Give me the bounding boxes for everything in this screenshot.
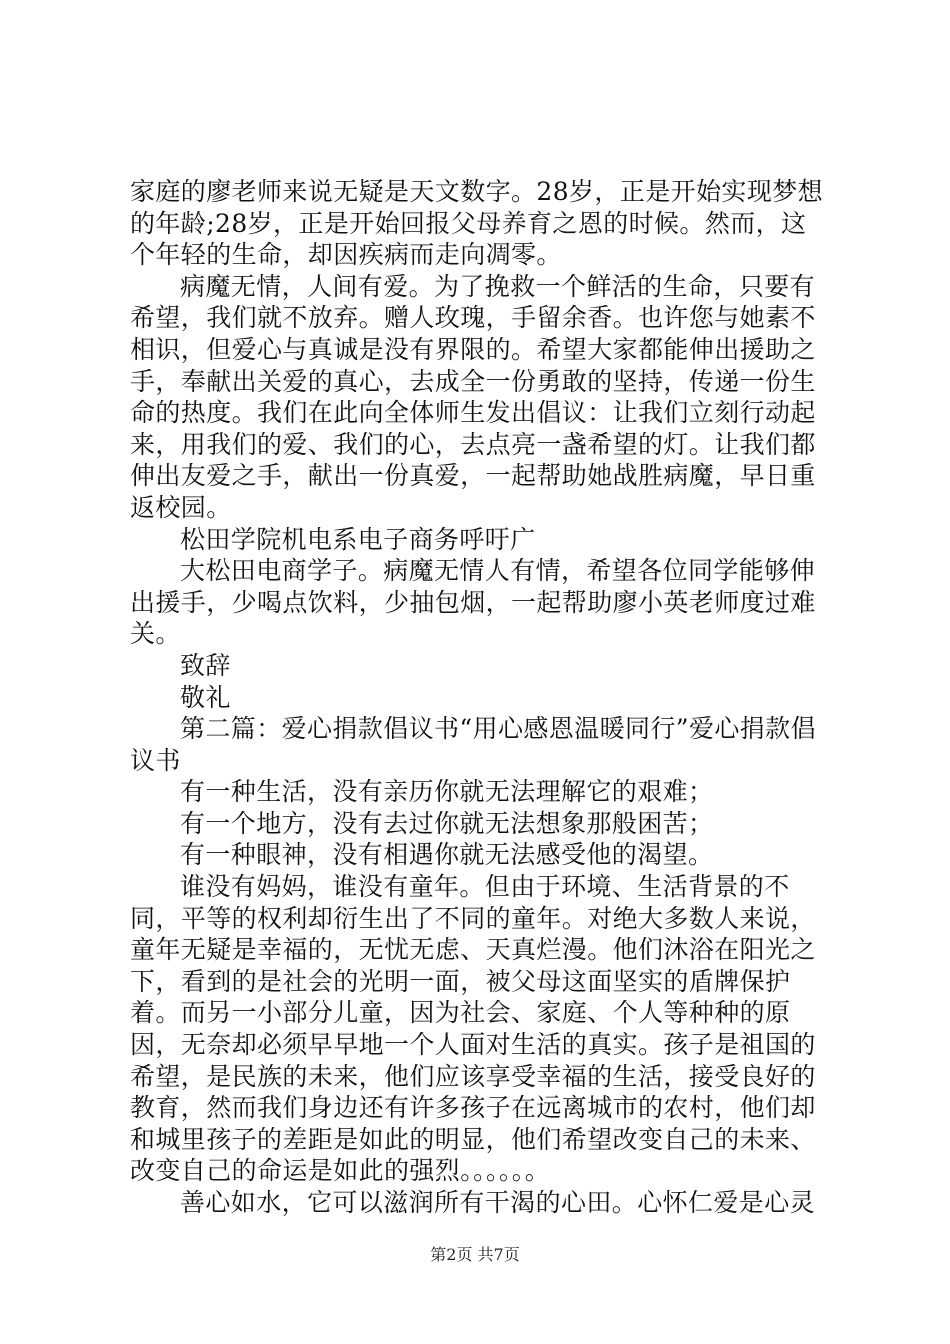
page-footer [0, 1245, 950, 1265]
paragraph-4: 大松田电商学子。病魔无情人有情，希望各位同学能够伸出援手，少喝点饮料，少抽包烟，一起帮助廖小英老师度过难关。 [130, 556, 816, 649]
paragraph-11: 谁没有妈妈，谁没有童年。但由于环境、生活背景的不同，平等的权利却衍生出了不同的童年。对绝大多数人来说，童年无疑是幸福的，无忧无虑、天真烂漫。他们沐浴在阳光之下，看到的是社会的光明一面，被父母这面坚实的盾牌保护着。而另一小部分儿童，因为社会、家庭、个人等种种的原因，无奈却必须早早地一个人面对生活的真实。孩子是祖国的希望，是民族的未来，他们应该享受幸福的生活，接受良好的教育，然而我们身边还有许多孩子在远离城市的农村，他们却和城里孩子的差距是如此的明显，他们希望改变自己的未来、改变自己的命运是如此的强烈。。。。。。 [130, 872, 816, 1186]
document-body [130, 176, 830, 1219]
paragraph-1: 家庭的廖老师来说无疑是天文数字。28岁，正是开始实现梦想的年龄;28岁，正是开始回报父母养育之恩的时候。然而，这个年轻的生命，却因疾病而走向凋零。 [130, 177, 824, 270]
paragraph-3: 松田学院机电系电子商务呼吁广 [180, 524, 536, 554]
paragraph-10: 有一种眼神，没有相遇你就无法感受他的渴望。 [180, 840, 714, 870]
page-number-label: 第2页 共7页 [430, 1245, 520, 1264]
paragraph-2: 病魔无情，人间有爱。为了挽救一个鲜活的生命，只要有希望，我们就不放弃。赠人玫瑰，手留余香。也许您与她素不相识，但爱心与真诚是没有界限的。希望大家都能伸出援助之手，奉献出关爱的真心，去成全一份勇敢的坚持，传递一份生命的热度。我们在此向全体师生发出倡议：让我们立刻行动起来，用我们的爱、我们的心，去点亮一盏希望的灯。让我们都伸出友爱之手，献出一份真爱，一起帮助她战胜病魔，早日重返校园。 [130, 271, 816, 522]
paragraph-6: 敬礼 [180, 682, 231, 712]
section-heading: 第二篇：爱心捐款倡议书“用心感恩温暖同行”爱心捐款倡议书 [130, 714, 816, 775]
paragraph-5: 致辞 [180, 650, 231, 680]
paragraph-8: 有一种生活，没有亲历你就无法理解它的艰难； [180, 777, 714, 807]
paragraph-9: 有一个地方，没有去过你就无法想象那般困苦； [180, 808, 714, 838]
paragraph-12: 善心如水，它可以滋润所有干渴的心田。心怀仁爱是心灵 [180, 1188, 816, 1217]
